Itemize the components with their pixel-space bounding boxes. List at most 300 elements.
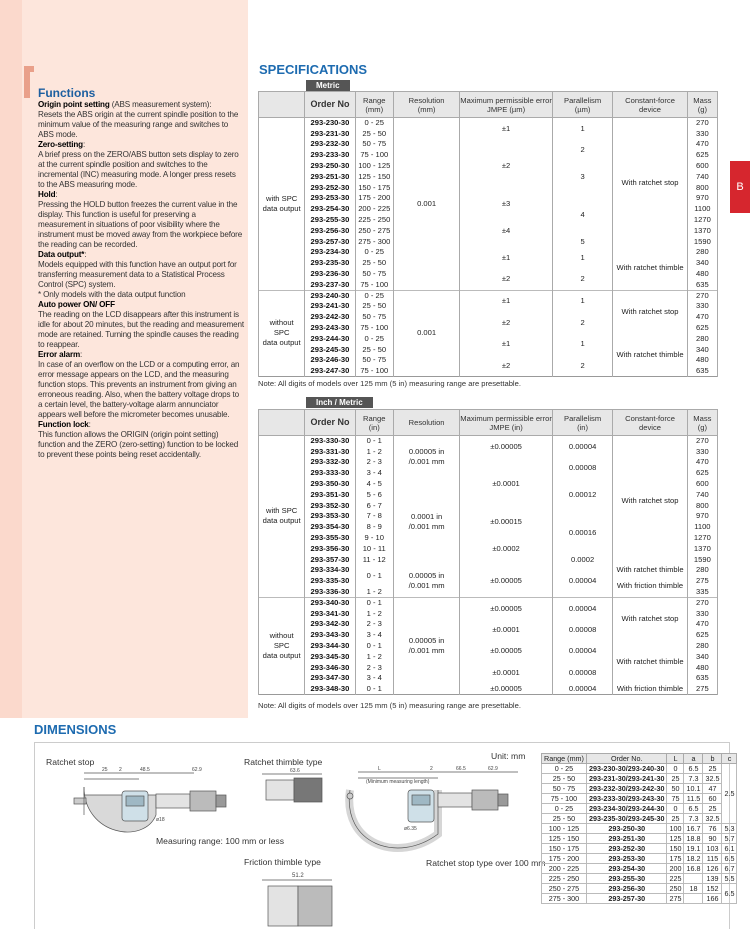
range-value: 275 - 300 xyxy=(355,236,393,247)
order-number: 293-352-30 xyxy=(305,500,355,511)
dim-c-value: 5.5 xyxy=(722,874,737,884)
parallelism-value: 4 xyxy=(552,193,612,236)
dim-row xyxy=(542,854,737,864)
dim-b: 139 xyxy=(703,874,722,884)
dim-b: 166 xyxy=(703,894,722,904)
dim-L: 100 xyxy=(667,824,684,834)
dim-row xyxy=(542,764,737,774)
resolution-value: 0.00005 in /0.001 mm xyxy=(393,565,459,597)
mass-value: 330 xyxy=(687,301,717,312)
dim-range: 150 - 175 xyxy=(542,844,587,854)
dim-range: 175 - 200 xyxy=(542,854,587,864)
dim-2-text-b: 2 xyxy=(430,766,433,772)
mass-value: 340 xyxy=(687,258,717,269)
dim-L-text: L xyxy=(378,766,381,772)
dim-row xyxy=(542,794,737,804)
mass-value: 480 xyxy=(687,355,717,366)
range-value: 11 - 12 xyxy=(355,554,393,565)
mass-value: 270 xyxy=(687,118,717,129)
order-number: 293-241-30 xyxy=(305,301,355,312)
column-header: Mass (g) xyxy=(687,410,717,436)
dim-a: 7.3 xyxy=(684,774,703,784)
range-value: 0 - 25 xyxy=(355,118,393,129)
mass-value: 625 xyxy=(687,468,717,479)
order-number: 293-343-30 xyxy=(305,630,355,641)
dim-b: 25 xyxy=(703,764,722,774)
mass-value: 625 xyxy=(687,630,717,641)
parallelism-value: 2 xyxy=(552,269,612,291)
ratchet-thimble-drawing xyxy=(262,768,328,828)
mass-value: 800 xyxy=(687,182,717,193)
range-value: 75 - 100 xyxy=(355,366,393,377)
parallelism-value: 0.00008 xyxy=(552,619,612,641)
mass-value: 330 xyxy=(687,608,717,619)
function-heading-tail: : xyxy=(82,140,86,149)
mass-value: 625 xyxy=(687,150,717,161)
measuring-range-label: Measuring range: 100 mm or less xyxy=(156,836,285,846)
dim-63-6-text: 63.6 xyxy=(290,768,300,774)
dim-L: 150 xyxy=(667,844,684,854)
dim-column-header: a xyxy=(684,754,703,764)
range-value: 3 - 4 xyxy=(355,673,393,684)
column-header: Range (mm) xyxy=(355,92,393,118)
order-number: 293-230-30 xyxy=(305,118,355,129)
mass-value: 970 xyxy=(687,511,717,522)
mpe-value: ±0.0001 xyxy=(460,457,553,511)
header-blank xyxy=(259,92,305,118)
mass-value: 1590 xyxy=(687,554,717,565)
dim-L: 125 xyxy=(667,834,684,844)
device-value: With friction thimble xyxy=(613,684,687,695)
dim-L: 25 xyxy=(667,774,684,784)
function-heading-tail: : xyxy=(84,250,87,259)
function-heading: Error alarm xyxy=(38,350,80,359)
range-value: 50 - 75 xyxy=(355,355,393,366)
function-heading: Origin point setting xyxy=(38,100,110,109)
friction-thimble-drawing xyxy=(262,870,342,930)
device-value: With ratchet thimble xyxy=(613,565,687,576)
parallelism-value: 2 xyxy=(552,312,612,334)
mass-value: 635 xyxy=(687,279,717,290)
dim-range: 250 - 275 xyxy=(542,884,587,894)
dim-order-no: 293-254-30 xyxy=(586,864,667,874)
inch-metric-tab: Inch / Metric xyxy=(306,397,373,408)
mass-value: 280 xyxy=(687,333,717,344)
parallelism-value: 0.00008 xyxy=(552,662,612,684)
dim-row xyxy=(542,804,737,814)
dim-L: 75 xyxy=(667,794,684,804)
mpe-value: ±0.00005 xyxy=(460,684,553,695)
order-number: 293-332-30 xyxy=(305,457,355,468)
column-header: Resolution xyxy=(393,410,459,436)
mass-value: 275 xyxy=(687,684,717,695)
order-number: 293-351-30 xyxy=(305,489,355,500)
dim-2-text: 2 xyxy=(119,767,122,773)
order-number: 293-251-30 xyxy=(305,171,355,182)
column-header: Constant-force device xyxy=(613,410,687,436)
range-value: 225 - 250 xyxy=(355,215,393,226)
range-value: 3 - 4 xyxy=(355,468,393,479)
group-label: with SPC data output xyxy=(259,436,305,598)
dim-range: 25 - 50 xyxy=(542,814,587,824)
dim-b: 25 xyxy=(703,804,722,814)
metric-note: Note: All digits of models over 125 mm (5 in) measuring range are presettable. xyxy=(258,379,521,388)
mass-value: 275 xyxy=(687,576,717,587)
range-value: 125 - 150 xyxy=(355,171,393,182)
friction-thimble-label: Friction thimble type xyxy=(244,857,321,867)
dim-row xyxy=(542,894,737,904)
dim-row xyxy=(542,884,737,894)
mass-value: 330 xyxy=(687,128,717,139)
dim-row xyxy=(542,814,737,824)
range-value: 50 - 75 xyxy=(355,312,393,323)
device-value: With ratchet stop xyxy=(613,290,687,333)
parallelism-value: 5 xyxy=(552,236,612,247)
column-header: Order No xyxy=(305,92,355,118)
mpe-value: ±0.0002 xyxy=(460,533,553,565)
order-number: 293-334-30 xyxy=(305,565,355,576)
range-value: 8 - 9 xyxy=(355,522,393,533)
order-number: 293-346-30 xyxy=(305,662,355,673)
mpe-value: ±2 xyxy=(460,139,553,193)
order-number: 293-336-30 xyxy=(305,587,355,598)
dim-L: 50 xyxy=(667,784,684,794)
range-value: 2 - 3 xyxy=(355,457,393,468)
function-heading-tail: (ABS measurement system): xyxy=(111,100,212,109)
range-value: 0 - 1 xyxy=(355,597,393,608)
dim-b: 32.5 xyxy=(703,774,722,784)
dim-b: 60 xyxy=(703,794,722,804)
order-number: 293-245-30 xyxy=(305,344,355,355)
parallelism-value: 0.00008 xyxy=(552,457,612,479)
dim-row xyxy=(542,834,737,844)
column-header: Parallelism (in) xyxy=(552,410,612,436)
parallelism-value: 1 xyxy=(552,118,612,140)
resolution-value: 0.00005 in /0.001 mm xyxy=(393,597,459,694)
dimensions-table xyxy=(541,753,737,904)
order-number: 293-356-30 xyxy=(305,543,355,554)
mass-value: 280 xyxy=(687,247,717,258)
function-heading: Auto power ON/ OFF xyxy=(38,300,115,309)
dim-6-35-text: ø6.35 xyxy=(404,826,417,832)
dim-a: 18.2 xyxy=(684,854,703,864)
mass-value: 340 xyxy=(687,651,717,662)
mass-value: 335 xyxy=(687,587,717,598)
dim-51-2-text: 51.2 xyxy=(292,873,304,879)
range-value: 0 - 1 xyxy=(355,565,393,587)
range-value: 0 - 1 xyxy=(355,684,393,695)
dim-a xyxy=(684,894,703,904)
range-value: 0 - 1 xyxy=(355,436,393,447)
parallelism-value: 0.00004 xyxy=(552,641,612,663)
range-value: 1 - 2 xyxy=(355,446,393,457)
dim-c-value: 6.7 xyxy=(722,864,737,874)
function-description: Resets the ABS origin at the current spindle position to the minimum value of the measuring range and switches to ABS mode. xyxy=(38,110,239,139)
order-number: 293-250-30 xyxy=(305,161,355,172)
parallelism-value: 0.00004 xyxy=(552,565,612,597)
dim-62-9-text: 62.9 xyxy=(192,767,202,773)
order-number: 293-344-30 xyxy=(305,641,355,652)
range-value: 0 - 25 xyxy=(355,290,393,301)
parallelism-value: 2 xyxy=(552,355,612,377)
function-description: A brief press on the ZERO/ABS button sets display to zero at the current spindle position and switches to the incremental (INC) measuring mode. A longer press resets to the ABS measuring mode. xyxy=(38,150,239,189)
device-value: With ratchet thimble xyxy=(613,333,687,376)
order-number: 293-340-30 xyxy=(305,597,355,608)
section-b-tab[interactable]: B xyxy=(730,161,750,213)
mass-value: 340 xyxy=(687,344,717,355)
mpe-value: ±3 xyxy=(460,193,553,215)
order-number: 293-357-30 xyxy=(305,554,355,565)
column-header: Parallelism (µm) xyxy=(552,92,612,118)
dim-48-5-text: 48.5 xyxy=(140,767,150,773)
range-value: 250 - 275 xyxy=(355,225,393,236)
function-heading: Zero-setting xyxy=(38,140,83,149)
panel-edge-stripe xyxy=(0,0,22,718)
order-number: 293-348-30 xyxy=(305,684,355,695)
column-header: Maximum permissible error JMPE (in) xyxy=(460,410,553,436)
dim-column-header: L xyxy=(667,754,684,764)
function-description: Pressing the HOLD button freezes the current value in the display. This function is useful for preserving a measurement in situations of poor visibility where the instrument must be moved away from the workpiece before the reading can be recorded. xyxy=(38,200,243,249)
mass-value: 800 xyxy=(687,500,717,511)
dim-a: 16.8 xyxy=(684,864,703,874)
ratchet-stop-over-label: Ratchet stop type over 100 mm xyxy=(426,858,546,868)
spec-row xyxy=(259,436,718,447)
dim-L: 0 xyxy=(667,764,684,774)
dim-b: 152 xyxy=(703,884,722,894)
specifications-title: SPECIFICATIONS xyxy=(259,62,368,77)
mpe-value: ±0.00005 xyxy=(460,597,553,619)
dim-row xyxy=(542,784,737,794)
mass-value: 480 xyxy=(687,269,717,280)
dim-L: 275 xyxy=(667,894,684,904)
ratchet-thimble-label: Ratchet thimble type xyxy=(244,757,323,767)
device-value: With ratchet thimble xyxy=(613,247,687,290)
spec-row xyxy=(259,247,718,258)
range-value: 75 - 100 xyxy=(355,150,393,161)
dim-a: 16.7 xyxy=(684,824,703,834)
range-value: 1 - 2 xyxy=(355,587,393,598)
range-value: 5 - 6 xyxy=(355,489,393,500)
range-value: 1 - 2 xyxy=(355,651,393,662)
mass-value: 970 xyxy=(687,193,717,204)
dim-a: 10.1 xyxy=(684,784,703,794)
order-number: 293-331-30 xyxy=(305,446,355,457)
parallelism-value: 3 xyxy=(552,161,612,193)
inch-note: Note: All digits of models over 125 mm (5 in) measuring range are presettable. xyxy=(258,701,521,710)
mpe-value: ±2 xyxy=(460,355,553,377)
range-value: 10 - 11 xyxy=(355,543,393,554)
dim-a: 11.5 xyxy=(684,794,703,804)
dim-column-header: Order No. xyxy=(586,754,667,764)
range-value: 50 - 75 xyxy=(355,269,393,280)
dim-66-5-text: 66.5 xyxy=(456,766,466,772)
dim-column-header: c xyxy=(722,754,737,764)
range-value: 7 - 8 xyxy=(355,511,393,522)
mpe-value: ±0.00015 xyxy=(460,511,553,533)
dim-range: 0 - 25 xyxy=(542,804,587,814)
dim-b: 47 xyxy=(703,784,722,794)
parallelism-value: 0.0002 xyxy=(552,554,612,565)
mass-value: 470 xyxy=(687,139,717,150)
mpe-value: ±0.00005 xyxy=(460,641,553,663)
range-value: 50 - 75 xyxy=(355,139,393,150)
order-number: 293-256-30 xyxy=(305,225,355,236)
dim-L: 25 xyxy=(667,814,684,824)
mpe-value: ±1 xyxy=(460,247,553,269)
order-number: 293-240-30 xyxy=(305,290,355,301)
mass-value: 280 xyxy=(687,641,717,652)
order-number: 293-255-30 xyxy=(305,215,355,226)
functions-text xyxy=(38,100,244,460)
order-number: 293-350-30 xyxy=(305,479,355,490)
dim-c-value: 6.5 xyxy=(722,854,737,864)
range-value: 4 - 5 xyxy=(355,479,393,490)
corner-bracket-icon xyxy=(24,66,34,98)
dim-range: 225 - 250 xyxy=(542,874,587,884)
function-description: Models equipped with this function have an output port for transferring measurement data to a Statistical Process Control (SPC) system. * Only models with the data output function xyxy=(38,260,237,299)
order-number: 293-353-30 xyxy=(305,511,355,522)
dim-b: 126 xyxy=(703,864,722,874)
range-value: 150 - 175 xyxy=(355,182,393,193)
mpe-value: ±1 xyxy=(460,333,553,355)
mass-value: 270 xyxy=(687,436,717,447)
mass-value: 470 xyxy=(687,619,717,630)
spec-row xyxy=(259,597,718,608)
dim-column-header: Range (mm) xyxy=(542,754,587,764)
range-value: 200 - 225 xyxy=(355,204,393,215)
parallelism-value: 0.00016 xyxy=(552,511,612,554)
functions-title: Functions xyxy=(38,86,96,100)
dim-a xyxy=(684,874,703,884)
dim-b: 32.5 xyxy=(703,814,722,824)
mass-value: 635 xyxy=(687,673,717,684)
dim-c-value: 5.7 xyxy=(722,834,737,844)
dim-header-row xyxy=(542,754,737,764)
mpe-value: ±1 xyxy=(460,290,553,312)
mass-value: 480 xyxy=(687,662,717,673)
dim-order-no: 293-256-30 xyxy=(586,884,667,894)
dim-range: 50 - 75 xyxy=(542,784,587,794)
dim-18-text: ø18 xyxy=(156,817,165,823)
range-value: 25 - 50 xyxy=(355,301,393,312)
dim-L: 175 xyxy=(667,854,684,864)
inch-spec-table xyxy=(258,409,718,695)
range-value: 0 - 1 xyxy=(355,641,393,652)
range-value: 25 - 50 xyxy=(355,258,393,269)
dim-range: 200 - 225 xyxy=(542,864,587,874)
order-number: 293-246-30 xyxy=(305,355,355,366)
range-value: 1 - 2 xyxy=(355,608,393,619)
dim-c-value: 2.5 xyxy=(722,764,737,824)
parallelism-value: 1 xyxy=(552,290,612,312)
dim-a: 6.5 xyxy=(684,804,703,814)
unit-label: Unit: mm xyxy=(491,751,526,761)
dim-b: 90 xyxy=(703,834,722,844)
mpe-value: ±2 xyxy=(460,269,553,291)
device-value: With ratchet thimble xyxy=(613,641,687,684)
spec-row xyxy=(259,684,718,695)
mass-value: 330 xyxy=(687,446,717,457)
order-number: 293-342-30 xyxy=(305,619,355,630)
range-value: 2 - 3 xyxy=(355,662,393,673)
dim-a: 7.3 xyxy=(684,814,703,824)
dim-c-value: 6.5 xyxy=(722,884,737,904)
mpe-value: ±4 xyxy=(460,215,553,247)
dim-row xyxy=(542,874,737,884)
dim-row xyxy=(542,774,737,784)
parallelism-value: 1 xyxy=(552,247,612,269)
dim-a: 6.5 xyxy=(684,764,703,774)
range-value: 9 - 10 xyxy=(355,533,393,544)
order-number: 293-254-30 xyxy=(305,204,355,215)
dim-range: 275 - 300 xyxy=(542,894,587,904)
range-value: 100 - 125 xyxy=(355,161,393,172)
range-value: 2 - 3 xyxy=(355,619,393,630)
group-label: without SPC data output xyxy=(259,597,305,694)
dim-range: 100 - 125 xyxy=(542,824,587,834)
ratchet-stop-drawing xyxy=(44,765,240,855)
range-value: 0 - 25 xyxy=(355,333,393,344)
function-heading: Function lock xyxy=(38,420,89,429)
function-heading: Data output* xyxy=(38,250,85,259)
mass-value: 600 xyxy=(687,479,717,490)
order-number: 293-233-30 xyxy=(305,150,355,161)
mass-value: 1590 xyxy=(687,236,717,247)
dim-range: 25 - 50 xyxy=(542,774,587,784)
mass-value: 625 xyxy=(687,323,717,334)
parallelism-value: 0.00004 xyxy=(552,597,612,619)
metric-spec-table xyxy=(258,91,718,377)
function-heading-tail: : xyxy=(80,350,83,359)
dim-order-no: 293-233-30/293-243-30 xyxy=(586,794,667,804)
dim-range: 0 - 25 xyxy=(542,764,587,774)
column-header: Order No xyxy=(305,410,355,436)
device-value: With ratchet stop xyxy=(613,436,687,566)
order-number: 293-330-30 xyxy=(305,436,355,447)
metric-tab: Metric xyxy=(306,80,350,91)
order-number: 293-236-30 xyxy=(305,269,355,280)
order-number: 293-354-30 xyxy=(305,522,355,533)
function-heading-tail: : xyxy=(55,190,58,199)
order-number: 293-341-30 xyxy=(305,608,355,619)
range-value: 0 - 25 xyxy=(355,247,393,258)
dim-L: 225 xyxy=(667,874,684,884)
dim-order-no: 293-257-30 xyxy=(586,894,667,904)
dim-L: 0 xyxy=(667,804,684,814)
large-frame-drawing xyxy=(338,764,538,864)
group-label: without SPC data output xyxy=(259,290,305,376)
mpe-value: ±1 xyxy=(460,118,553,140)
range-value: 6 - 7 xyxy=(355,500,393,511)
order-number: 293-257-30 xyxy=(305,236,355,247)
mass-value: 470 xyxy=(687,457,717,468)
dim-order-no: 293-234-30/293-244-30 xyxy=(586,804,667,814)
order-number: 293-232-30 xyxy=(305,139,355,150)
dim-a: 18 xyxy=(684,884,703,894)
mass-value: 740 xyxy=(687,171,717,182)
range-value: 3 - 4 xyxy=(355,630,393,641)
order-number: 293-253-30 xyxy=(305,193,355,204)
order-number: 293-247-30 xyxy=(305,366,355,377)
mass-value: 1100 xyxy=(687,522,717,533)
mpe-value: ±0.0001 xyxy=(460,619,553,641)
dim-a: 19.1 xyxy=(684,844,703,854)
range-value: 175 - 200 xyxy=(355,193,393,204)
dim-order-no: 293-252-30 xyxy=(586,844,667,854)
dim-order-no: 293-232-30/293-242-30 xyxy=(586,784,667,794)
dim-order-no: 293-235-30/293-245-30 xyxy=(586,814,667,824)
dim-column-header: b xyxy=(703,754,722,764)
